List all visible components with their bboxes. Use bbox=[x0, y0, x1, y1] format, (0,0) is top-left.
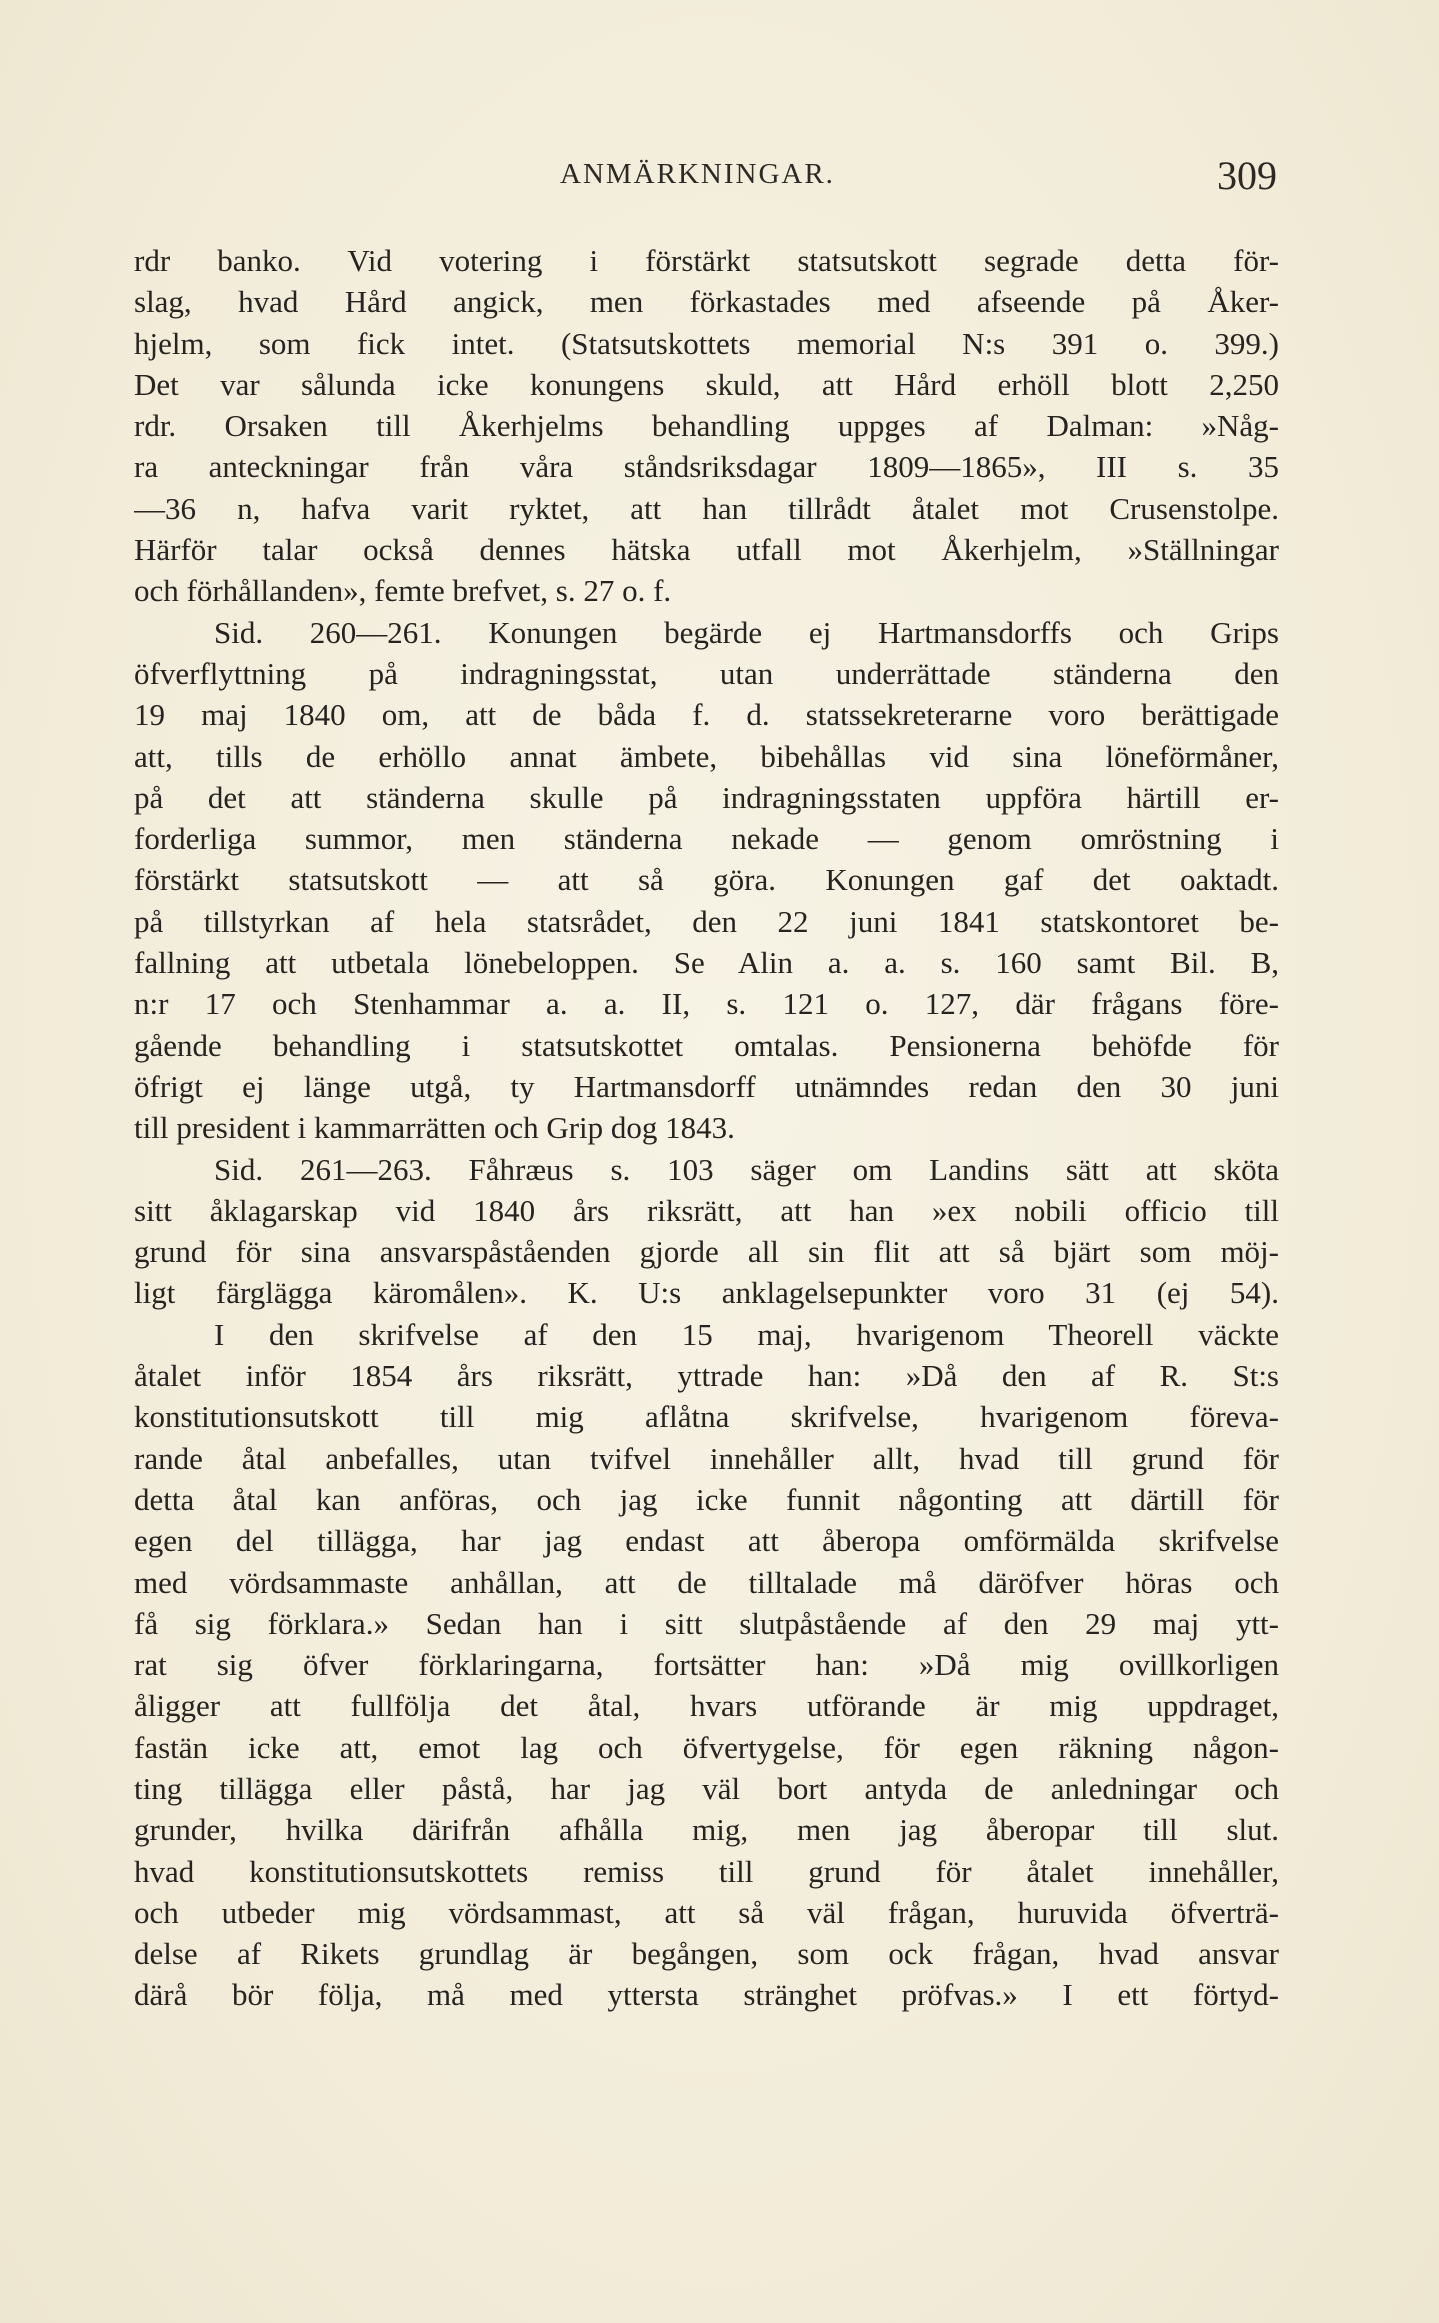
text-line: förstärkt statsutskott — att så göra. Konungen gaf det oaktadt. bbox=[134, 862, 1279, 898]
text-line: delse af Rikets grundlag är begången, som ock frågan, hvad ansvar bbox=[134, 1936, 1279, 1972]
text-line: gående behandling i statsutskottet omtalas. Pensionerna behöfde för bbox=[134, 1027, 1279, 1063]
text-line: att, tills de erhöllo annat ämbete, bibehållas vid sina löneförmåner, bbox=[134, 738, 1279, 774]
text-line: på tillstyrkan af hela statsrådet, den 22 juni 1841 statskontoret be- bbox=[134, 903, 1279, 939]
text-line: rat sig öfver förklaringarna, fortsätter han: »Då mig ovillkorligen bbox=[134, 1647, 1279, 1683]
text-line: rande åtal anbefalles, utan tvifvel innehåller allt, hvad till grund för bbox=[134, 1440, 1279, 1476]
text-line: —36 n, hafva varit ryktet, att han tillrådt åtalet mot Crusenstolpe. bbox=[134, 490, 1279, 526]
text-line: till president i kammarrätten och Grip dog 1843. bbox=[134, 1110, 735, 1146]
text-line: Det var sålunda icke konungens skuld, att Hård erhöll blott 2,250 bbox=[134, 366, 1279, 402]
page-number: 309 bbox=[1217, 153, 1277, 198]
text-line: få sig förklara.» Sedan han i sitt slutpåstående af den 29 maj ytt- bbox=[134, 1605, 1279, 1641]
text-line: Sid. 261—263. Fåhræus s. 103 säger om Landins sätt att sköta bbox=[214, 1151, 1279, 1187]
text-line: Härför talar också dennes hätska utfall mot Åkerhjelm, »Ställningar bbox=[134, 532, 1279, 568]
text-line: åligger att fullfölja det åtal, hvars utförande är mig uppdraget, bbox=[134, 1688, 1279, 1724]
text-line: och utbeder mig vördsammast, att så väl frågan, huruvida öfverträ- bbox=[134, 1894, 1279, 1930]
text-line: detta åtal kan anföras, och jag icke funnit någonting att därtill för bbox=[134, 1481, 1279, 1517]
text-line: på det att ständerna skulle på indragningsstaten uppföra härtill er- bbox=[134, 779, 1279, 815]
text-line: ting tillägga eller påstå, har jag väl bort antyda de anledningar och bbox=[134, 1770, 1279, 1806]
running-head: ANMÄRKNINGAR. bbox=[560, 158, 835, 190]
text-line: därå bör följa, må med yttersta stränghet pröfvas.» I ett förtyd- bbox=[134, 1977, 1279, 2013]
text-line: slag, hvad Hård angick, men förkastades med afseende på Åker- bbox=[134, 284, 1279, 320]
text-line: forderliga summor, men ständerna nekade — genom omröstning i bbox=[134, 821, 1279, 857]
text-line: ra anteckningar från våra ståndsriksdagar 1809—1865», III s. 35 bbox=[134, 449, 1279, 485]
text-line: öfrigt ej länge utgå, ty Hartmansdorff utnämndes redan den 30 juni bbox=[134, 1068, 1279, 1104]
body-text bbox=[134, 240, 1279, 2016]
text-line: rdr banko. Vid votering i förstärkt statsutskott segrade detta för- bbox=[134, 243, 1279, 278]
text-line: och förhållanden», femte brefvet, s. 27 o. f. bbox=[134, 573, 672, 609]
text-line: hjelm, som fick intet. (Statsutskottets memorial N:s 391 o. 399.) bbox=[134, 325, 1279, 361]
text-line: ligt färglägga käromålen». K. U:s anklagelsepunkter voro 31 (ej 54). bbox=[134, 1275, 1279, 1311]
text-line: Sid. 260—261. Konungen begärde ej Hartmansdorffs och Grips bbox=[214, 614, 1279, 650]
text-line: sitt åklagarskap vid 1840 års riksrätt, att han »ex nobili officio till bbox=[134, 1192, 1279, 1228]
text-line: med vördsammaste anhållan, att de tilltalade må däröfver höras och bbox=[134, 1564, 1279, 1600]
text-line: åtalet inför 1854 års riksrätt, yttrade han: »Då den af R. St:s bbox=[134, 1358, 1279, 1394]
text-line: grund för sina ansvarspåståenden gjorde all sin flit att så bjärt som möj- bbox=[134, 1234, 1279, 1270]
text-line: n:r 17 och Stenhammar a. a. II, s. 121 o. 127, där frågans före- bbox=[134, 986, 1279, 1022]
text-line: fastän icke att, emot lag och öfvertygelse, för egen räkning någon- bbox=[134, 1729, 1279, 1765]
text-line: öfverflyttning på indragningsstat, utan underrättade ständerna den bbox=[134, 655, 1279, 691]
text-line: rdr. Orsaken till Åkerhjelms behandling uppges af Dalman: »Någ- bbox=[134, 408, 1279, 444]
text-line: 19 maj 1840 om, att de båda f. d. statssekreterarne voro berättigade bbox=[134, 697, 1279, 733]
text-line: egen del tillägga, har jag endast att åberopa omförmälda skrifvelse bbox=[134, 1523, 1279, 1559]
text-line: konstitutionsutskott till mig aflåtna skrifvelse, hvarigenom föreva- bbox=[134, 1399, 1279, 1435]
text-line: hvad konstitutionsutskottets remiss till grund för åtalet innehåller, bbox=[134, 1853, 1279, 1889]
text-line: fallning att utbetala lönebeloppen. Se Alin a. a. s. 160 samt Bil. B, bbox=[134, 945, 1279, 981]
text-line: grunder, hvilka därifrån afhålla mig, men jag åberopar till slut. bbox=[134, 1812, 1279, 1848]
text-line: I den skrifvelse af den 15 maj, hvarigenom Theorell väckte bbox=[214, 1316, 1279, 1352]
